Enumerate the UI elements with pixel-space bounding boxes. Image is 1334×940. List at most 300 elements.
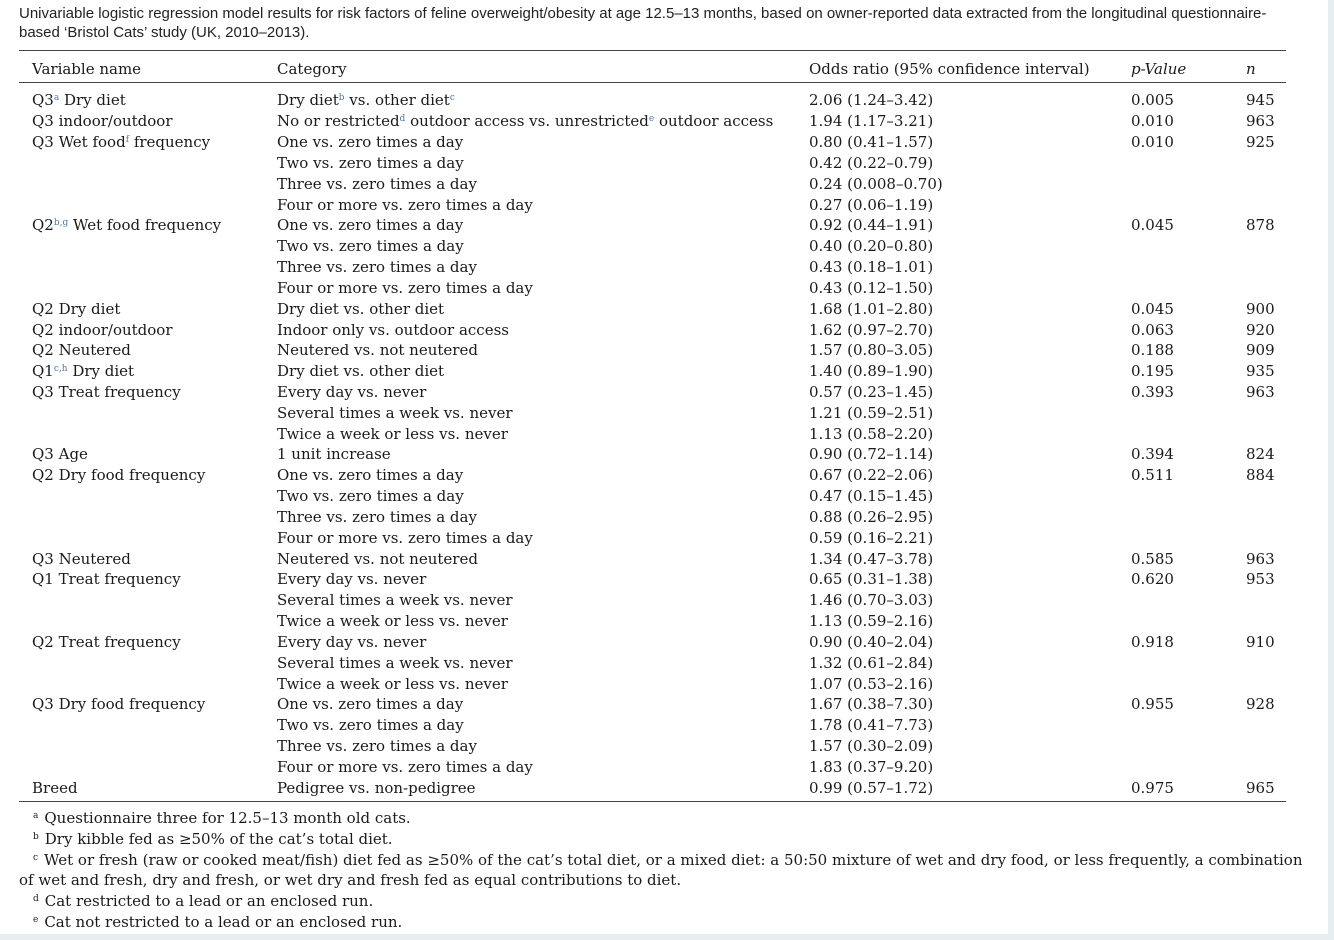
cell-variable-name — [19, 90, 277, 111]
cell-p-value: 0.394 — [1131, 445, 1174, 464]
cell-p-value — [1131, 652, 1246, 673]
cell-odds-ratio: 0.47 (0.15–1.45) — [809, 487, 934, 506]
cell-category — [277, 90, 809, 111]
cell-p-value: 0.045 — [1131, 299, 1174, 318]
cell-odds-ratio: 0.24 (0.008–0.70) — [809, 174, 943, 193]
cell-n — [1246, 757, 1299, 778]
cell-variable-name — [19, 611, 277, 632]
cell-p-value — [1131, 715, 1246, 736]
cell-p-value — [1131, 173, 1246, 194]
category-text: Three vs. zero times a day — [277, 174, 477, 193]
cell-n — [1246, 486, 1299, 507]
cell-category — [277, 382, 809, 403]
variable-name-text: Breed — [32, 778, 78, 797]
cell-n: 909 — [1246, 341, 1275, 360]
variable-name-text: Q3 Neutered — [32, 549, 131, 568]
cell-variable-name — [19, 652, 277, 673]
table-row — [19, 736, 1299, 757]
cell-variable-name — [19, 694, 277, 715]
cell-odds-ratio: 0.67 (0.22–2.06) — [809, 466, 934, 485]
variable-name-text: Q3 Dry food frequency — [32, 695, 206, 714]
cell-n — [1246, 715, 1299, 736]
variable-name-text: Q2 Dry food frequency — [32, 466, 206, 485]
cell-n: 878 — [1246, 216, 1275, 235]
cell-odds-ratio: 1.07 (0.53–2.16) — [809, 674, 934, 693]
cell-variable-name — [19, 777, 277, 798]
header-p-value — [1131, 55, 1246, 82]
cell-category — [277, 632, 809, 653]
cell-variable-name — [19, 507, 277, 528]
cell-odds-ratio: 1.57 (0.80–3.05) — [809, 341, 934, 360]
variable-name-text: Q3 — [32, 91, 54, 110]
header-p-value-label: p-Value — [1131, 59, 1187, 78]
cell-p-value — [1131, 152, 1246, 173]
table-row — [19, 90, 1299, 111]
cell-category — [277, 777, 809, 798]
footnote-text: Questionnaire three for 12.5–13 month old cats. — [44, 809, 411, 827]
category-text: Several times a week vs. never — [277, 403, 513, 422]
cell-odds-ratio: 2.06 (1.24–3.42) — [809, 91, 934, 110]
footnote-marker: a — [33, 811, 39, 821]
table-row — [19, 173, 1299, 194]
category-text: No or restricted — [277, 112, 400, 131]
cell-category — [277, 173, 809, 194]
footnote-marker: f — [125, 135, 130, 146]
cell-odds-ratio: 0.88 (0.26–2.95) — [809, 507, 934, 526]
cell-n — [1246, 652, 1299, 673]
cell-p-value: 0.975 — [1131, 778, 1174, 797]
category-text: Two vs. zero times a day — [277, 487, 464, 506]
table-row — [19, 569, 1299, 590]
cell-odds-ratio: 0.27 (0.06–1.19) — [809, 195, 934, 214]
variable-name-text: Q3 Wet food — [32, 133, 126, 152]
cell-category — [277, 194, 809, 215]
footnote-marker: c — [33, 852, 39, 863]
table-bottom-rule — [19, 801, 1286, 802]
table-spacer-row — [19, 82, 1299, 90]
cell-p-value: 0.188 — [1131, 341, 1174, 360]
variable-name-text: Wet food frequency — [68, 216, 222, 235]
cell-category — [277, 673, 809, 694]
cell-odds-ratio: 1.32 (0.61–2.84) — [809, 653, 934, 672]
cell-category — [277, 736, 809, 757]
table-row — [19, 152, 1299, 173]
table-caption: Univariable logistic regression model results for risk factors of feline overweight/obesity at age 12.5–13 months, based on owner-reported data extracted from the longitudinal questionnaire-based ‘Bristol Cats’ study (UK, 2010–2013). — [19, 5, 1267, 41]
cell-odds-ratio: 0.65 (0.31–1.38) — [809, 570, 934, 589]
cell-p-value: 0.955 — [1131, 695, 1174, 714]
category-text: Pedigree vs. non-pedigree — [277, 778, 476, 797]
cell-odds-ratio: 1.40 (0.89–1.90) — [809, 362, 934, 381]
cell-odds-ratio: 0.90 (0.40–2.04) — [809, 632, 934, 651]
footnote-marker: b — [338, 93, 345, 104]
table-row — [19, 507, 1299, 528]
category-text: Four or more vs. zero times a day — [277, 757, 533, 776]
table-row — [19, 277, 1299, 298]
cell-n — [1246, 277, 1299, 298]
footnote-text: Cat restricted to a lead or an enclosed run. — [44, 892, 374, 911]
table-row — [19, 215, 1299, 236]
cell-p-value — [1131, 194, 1246, 215]
cell-category — [277, 277, 809, 298]
cell-n — [1246, 673, 1299, 694]
cell-variable-name — [19, 298, 277, 319]
cell-odds-ratio: 0.59 (0.16–2.21) — [809, 528, 934, 547]
category-text: Neutered vs. not neutered — [277, 341, 478, 360]
cell-n — [1246, 173, 1299, 194]
footnote-marker: d — [399, 114, 406, 125]
cell-category — [277, 652, 809, 673]
cell-variable-name — [19, 236, 277, 257]
cell-category — [277, 402, 809, 423]
category-text: One vs. zero times a day — [277, 216, 464, 235]
category-text: Three vs. zero times a day — [277, 258, 477, 277]
variable-name-text: Q2 — [32, 216, 54, 235]
category-text: vs. other diet — [344, 91, 450, 110]
header-n-label: n — [1246, 59, 1256, 78]
footnote-b — [19, 829, 1309, 850]
cell-variable-name — [19, 277, 277, 298]
category-text: Three vs. zero times a day — [277, 507, 477, 526]
table-row — [19, 548, 1299, 569]
cell-variable-name — [19, 715, 277, 736]
cell-n — [1246, 236, 1299, 257]
category-text: Four or more vs. zero times a day — [277, 528, 533, 547]
cell-n — [1246, 611, 1299, 632]
cell-category — [277, 569, 809, 590]
table-top-rule — [19, 50, 1286, 51]
table-row — [19, 715, 1299, 736]
spacer-cell — [19, 82, 1299, 90]
footnote-marker: e — [33, 914, 39, 925]
variable-name-text: Q2 Dry diet — [32, 299, 121, 318]
footnote-marker: c — [449, 93, 455, 104]
cell-odds-ratio: 0.57 (0.23–1.45) — [809, 383, 934, 401]
cell-p-value: 0.511 — [1131, 466, 1174, 485]
cell-odds-ratio: 1.62 (0.97–2.70) — [809, 320, 934, 339]
cell-variable-name — [19, 173, 277, 194]
variable-name-text: Q1 — [32, 362, 54, 381]
category-text: Three vs. zero times a day — [277, 737, 477, 756]
table-row — [19, 444, 1299, 465]
cell-odds-ratio: 1.78 (0.41–7.73) — [809, 716, 934, 735]
cell-p-value: 0.063 — [1131, 320, 1174, 339]
table-row — [19, 236, 1299, 257]
category-text: One vs. zero times a day — [277, 133, 464, 152]
table-row — [19, 319, 1299, 340]
cell-p-value: 0.918 — [1131, 632, 1174, 651]
table-row — [19, 694, 1299, 715]
variable-name-text: Dry diet — [59, 91, 126, 110]
cell-category — [277, 361, 809, 382]
cell-p-value — [1131, 277, 1246, 298]
category-text: Neutered vs. not neutered — [277, 549, 478, 568]
table-row — [19, 486, 1299, 507]
header-variable-name: Variable name — [32, 59, 142, 78]
cell-category — [277, 111, 809, 132]
variable-name-text: Q3 Age — [32, 445, 88, 464]
cell-variable-name — [19, 527, 277, 548]
cell-n: 920 — [1246, 320, 1275, 339]
cell-category — [277, 548, 809, 569]
cell-variable-name — [19, 111, 277, 132]
cell-p-value — [1131, 673, 1246, 694]
table-row — [19, 298, 1299, 319]
variable-name-text: Q2 Treat frequency — [32, 632, 181, 651]
variable-name-text: Q3 Treat frequency — [32, 383, 181, 401]
cell-odds-ratio: 0.80 (0.41–1.57) — [809, 133, 934, 152]
cell-category — [277, 611, 809, 632]
cell-variable-name — [19, 632, 277, 653]
cell-n — [1246, 527, 1299, 548]
table-body — [19, 82, 1299, 798]
table-row — [19, 382, 1299, 403]
cell-p-value — [1131, 736, 1246, 757]
cell-category — [277, 319, 809, 340]
table-row — [19, 402, 1299, 423]
cell-variable-name — [19, 736, 277, 757]
cell-category — [277, 152, 809, 173]
cell-p-value — [1131, 527, 1246, 548]
footnote-text: Wet or fresh (raw or cooked meat/fish) diet fed as ≥50% of the cat’s total diet, or a mixed diet: a 50:50 mixture of wet and dry food, or less frequently, a combination of wet and fresh, dry and fresh, or wet dry and fresh fed as equal contributions to diet. — [19, 850, 1303, 890]
cell-p-value — [1131, 486, 1246, 507]
cell-p-value — [1131, 507, 1246, 528]
table-row — [19, 194, 1299, 215]
footnote-marker: b,g — [53, 218, 69, 229]
table-row — [19, 257, 1299, 278]
cell-n: 963 — [1246, 549, 1275, 568]
table-row — [19, 611, 1299, 632]
cell-n — [1246, 736, 1299, 757]
cell-n — [1246, 590, 1299, 611]
cell-n: 965 — [1246, 778, 1275, 797]
cell-n: 935 — [1246, 362, 1275, 381]
footnote-text: Dry kibble fed as ≥50% of the cat’s total diet. — [44, 829, 393, 848]
footnote-marker: b — [33, 831, 39, 842]
cell-p-value: 0.045 — [1131, 216, 1174, 235]
cell-n — [1246, 423, 1299, 444]
cell-p-value — [1131, 236, 1246, 257]
cell-odds-ratio: 1.21 (0.59–2.51) — [809, 403, 934, 422]
cell-category — [277, 257, 809, 278]
cell-variable-name — [19, 132, 277, 153]
table-row — [19, 673, 1299, 694]
category-text: Every day vs. never — [277, 383, 427, 401]
cell-odds-ratio: 1.13 (0.58–2.20) — [809, 424, 934, 443]
category-text: Dry diet vs. other diet — [277, 362, 445, 381]
cell-odds-ratio: 0.40 (0.20–0.80) — [809, 237, 934, 256]
cell-category — [277, 444, 809, 465]
cell-variable-name — [19, 673, 277, 694]
category-text: Twice a week or less vs. never — [277, 674, 508, 693]
table-row — [19, 777, 1299, 798]
cell-n: 925 — [1246, 133, 1275, 152]
category-text: One vs. zero times a day — [277, 466, 464, 485]
category-text: Dry diet vs. other diet — [277, 299, 445, 318]
cell-category — [277, 486, 809, 507]
category-text: Several times a week vs. never — [277, 591, 513, 610]
cell-category — [277, 132, 809, 153]
cell-odds-ratio: 1.57 (0.30–2.09) — [809, 737, 934, 756]
cell-variable-name — [19, 402, 277, 423]
variable-name-text: Q3 indoor/outdoor — [32, 112, 173, 131]
cell-variable-name — [19, 152, 277, 173]
table-row — [19, 632, 1299, 653]
cell-category — [277, 757, 809, 778]
cell-category — [277, 236, 809, 257]
cell-category — [277, 465, 809, 486]
category-text: 1 unit increase — [277, 445, 391, 464]
category-text: Indoor only vs. outdoor access — [277, 320, 509, 339]
cell-n — [1246, 257, 1299, 278]
cell-variable-name — [19, 215, 277, 236]
category-text: Four or more vs. zero times a day — [277, 195, 533, 214]
footnote-c — [19, 850, 1309, 892]
cell-odds-ratio: 0.92 (0.44–1.91) — [809, 216, 934, 235]
cell-p-value: 0.010 — [1131, 133, 1174, 152]
header-n — [1246, 55, 1299, 82]
cell-odds-ratio: 1.46 (0.70–3.03) — [809, 591, 934, 610]
table-row — [19, 423, 1299, 444]
cell-odds-ratio: 1.68 (1.01–2.80) — [809, 299, 934, 318]
category-text: One vs. zero times a day — [277, 695, 464, 714]
cell-odds-ratio: 1.94 (1.17–3.21) — [809, 112, 934, 131]
variable-name-text: Dry diet — [67, 362, 135, 381]
category-text: Twice a week or less vs. never — [277, 424, 508, 443]
cell-variable-name — [19, 569, 277, 590]
table-header-row — [19, 55, 1299, 82]
variable-name-text: Q2 indoor/outdoor — [32, 320, 173, 339]
cell-category — [277, 590, 809, 611]
header-category: Category — [277, 59, 347, 78]
cell-p-value — [1131, 402, 1246, 423]
cell-variable-name — [19, 194, 277, 215]
cell-p-value: 0.005 — [1131, 91, 1174, 110]
footnote-a — [19, 808, 1309, 829]
cell-n — [1246, 152, 1299, 173]
category-text: Dry diet — [277, 91, 339, 110]
category-text: outdoor access vs. unrestricted — [405, 112, 649, 131]
cell-n — [1246, 194, 1299, 215]
cell-odds-ratio: 1.13 (0.59–2.16) — [809, 612, 934, 631]
footnote-d — [19, 891, 1309, 912]
table-footnotes — [19, 808, 1309, 933]
cell-variable-name — [19, 340, 277, 361]
cell-category — [277, 423, 809, 444]
cell-p-value — [1131, 611, 1246, 632]
cell-n: 884 — [1246, 466, 1275, 485]
cell-p-value — [1131, 590, 1246, 611]
cell-category — [277, 340, 809, 361]
cell-odds-ratio: 0.90 (0.72–1.14) — [809, 445, 934, 464]
cell-category — [277, 298, 809, 319]
cell-variable-name — [19, 486, 277, 507]
cell-variable-name — [19, 361, 277, 382]
category-text: Two vs. zero times a day — [277, 716, 464, 735]
table-row — [19, 361, 1299, 382]
table-row — [19, 757, 1299, 778]
cell-odds-ratio: 0.43 (0.12–1.50) — [809, 278, 934, 297]
table-row — [19, 652, 1299, 673]
category-text: Two vs. zero times a day — [277, 237, 464, 256]
table-row — [19, 111, 1299, 132]
table-row — [19, 340, 1299, 361]
table-row — [19, 465, 1299, 486]
category-text: Every day vs. never — [277, 570, 427, 589]
cell-n: 928 — [1246, 695, 1275, 714]
category-text: Four or more vs. zero times a day — [277, 278, 533, 297]
cell-n: 945 — [1246, 91, 1275, 110]
cell-n: 963 — [1246, 383, 1275, 401]
footnote-marker: c,h — [53, 364, 68, 375]
cell-variable-name — [19, 319, 277, 340]
header-odds-ratio: Odds ratio (95% confidence interval) — [809, 59, 1090, 78]
cell-category — [277, 715, 809, 736]
variable-name-text: Q1 Treat frequency — [32, 570, 181, 589]
category-text: Several times a week vs. never — [277, 653, 513, 672]
cell-p-value — [1131, 257, 1246, 278]
cell-category — [277, 694, 809, 715]
regression-table — [19, 55, 1299, 798]
category-text: Every day vs. never — [277, 632, 427, 651]
cell-p-value: 0.620 — [1131, 570, 1174, 589]
cell-variable-name — [19, 382, 277, 403]
category-text: Two vs. zero times a day — [277, 153, 464, 172]
footnote-marker: a — [53, 93, 60, 104]
category-text: outdoor access — [654, 112, 774, 131]
cell-n: 910 — [1246, 632, 1275, 651]
cell-category — [277, 527, 809, 548]
cell-odds-ratio: 1.34 (0.47–3.78) — [809, 549, 934, 568]
footnote-marker: d — [33, 894, 39, 905]
footnote-e — [19, 912, 1309, 933]
variable-name-text: Q2 Neutered — [32, 341, 131, 360]
cell-p-value: 0.393 — [1131, 383, 1174, 401]
cell-variable-name — [19, 257, 277, 278]
cell-variable-name — [19, 548, 277, 569]
footnote-text: Cat not restricted to a lead or an enclosed run. — [44, 912, 403, 931]
cell-n: 953 — [1246, 570, 1275, 589]
cell-category — [277, 507, 809, 528]
cell-n: 900 — [1246, 299, 1275, 318]
cell-p-value: 0.585 — [1131, 549, 1174, 568]
cell-variable-name — [19, 590, 277, 611]
cell-p-value: 0.195 — [1131, 362, 1174, 381]
table-row — [19, 132, 1299, 153]
variable-name-text: frequency — [129, 133, 211, 152]
cell-category — [277, 215, 809, 236]
cell-odds-ratio: 0.99 (0.57–1.72) — [809, 778, 934, 797]
cell-variable-name — [19, 444, 277, 465]
cell-odds-ratio: 1.83 (0.37–9.20) — [809, 757, 934, 776]
cell-variable-name — [19, 423, 277, 444]
cell-p-value: 0.010 — [1131, 112, 1174, 131]
cell-odds-ratio: 1.67 (0.38–7.30) — [809, 695, 934, 714]
cell-odds-ratio: 0.43 (0.18–1.01) — [809, 258, 934, 277]
cell-n — [1246, 402, 1299, 423]
cell-variable-name — [19, 757, 277, 778]
cell-n: 824 — [1246, 445, 1275, 464]
cell-odds-ratio: 0.42 (0.22–0.79) — [809, 153, 934, 172]
table-row — [19, 527, 1299, 548]
category-text: Twice a week or less vs. never — [277, 612, 508, 631]
cell-n: 963 — [1246, 112, 1275, 131]
table-row — [19, 590, 1299, 611]
cell-p-value — [1131, 423, 1246, 444]
cell-p-value — [1131, 757, 1246, 778]
footnote-marker: e — [648, 114, 655, 125]
cell-n — [1246, 507, 1299, 528]
cell-variable-name — [19, 465, 277, 486]
